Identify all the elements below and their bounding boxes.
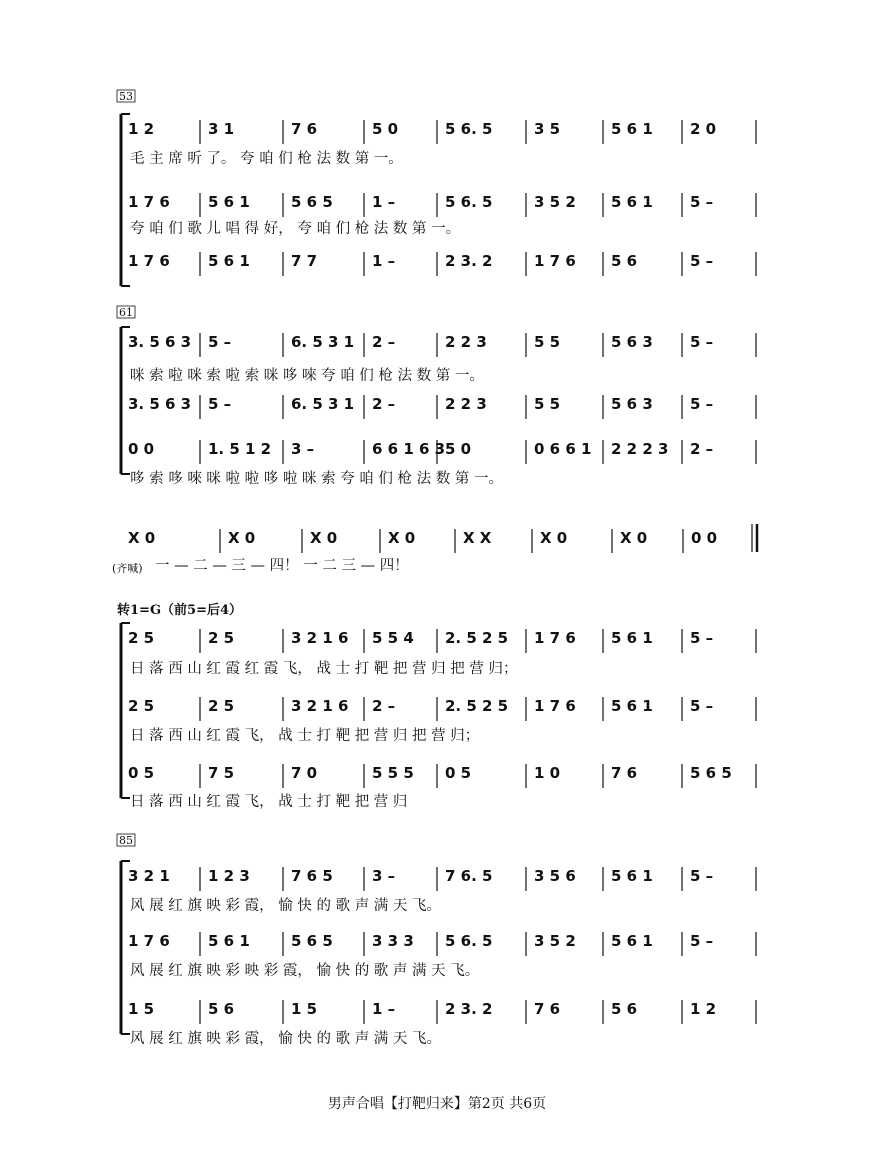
note-measure: X 0: [310, 529, 338, 547]
note-measure: 3 5 2: [534, 193, 576, 211]
shout-label: (齐喊): [112, 562, 143, 575]
lyric-line: 一 — 二 — 三 — 四！ 一 二 三 — 四！: [155, 558, 409, 574]
note-measure: 5 6. 5: [445, 193, 493, 211]
note-measure: 2 –: [372, 697, 396, 715]
lyric-line: 日 落 西 山 红 霞 红 霞 飞， 战 士 打 靶 把 营 归 把 营 归；: [130, 661, 518, 677]
note-measure: X 0: [388, 529, 416, 547]
note-measure: 1 7 6: [128, 193, 170, 211]
note-measure: 2 3. 2: [445, 252, 493, 270]
note-measure: 5 6 1: [208, 932, 250, 950]
note-measure: 3 5 6: [534, 867, 576, 885]
note-measure: 5 6 5: [291, 193, 333, 211]
note-measure: 5 6 1: [611, 629, 653, 647]
note-measure: 5 –: [690, 697, 714, 715]
measure-number: 85: [119, 834, 133, 847]
note-measure: X 0: [228, 529, 256, 547]
lyric-line: 毛 主 席 听 了。 夸 咱 们 枪 法 数 第 一。: [130, 151, 403, 167]
note-measure: 1 7 6: [534, 252, 576, 270]
lyric-line: 咪 索 啦 咪 索 啦 索 咪 哆 唻 夸 咱 们 枪 法 数 第 一。: [130, 368, 484, 384]
note-measure: 1 7 6: [534, 629, 576, 647]
note-measure: 7 6 5: [291, 867, 333, 885]
note-measure: 5 6 1: [611, 120, 653, 138]
note-measure: 0 0: [691, 529, 718, 547]
note-measure: 3. 5 6 3: [128, 333, 192, 351]
note-measure: X 0: [540, 529, 568, 547]
note-measure: 1 –: [372, 252, 396, 270]
note-measure: 2 –: [372, 333, 396, 351]
note-measure: 1. 5 1 2: [208, 440, 272, 458]
note-measure: 7 0: [291, 764, 318, 782]
note-measure: X 0: [620, 529, 648, 547]
note-measure: X X: [463, 529, 492, 547]
note-measure: 5 6 1: [611, 697, 653, 715]
note-measure: 2. 5 2 5: [445, 697, 509, 715]
note-measure: 1 7 6: [128, 932, 170, 950]
note-measure: 3 5: [534, 120, 561, 138]
note-measure: 5 –: [690, 395, 714, 413]
note-measure: 7 7: [291, 252, 318, 270]
note-measure: 1 5: [128, 1000, 155, 1018]
note-measure: 5 6. 5: [445, 120, 493, 138]
note-measure: 3 –: [372, 867, 396, 885]
note-measure: 5 –: [690, 629, 714, 647]
note-measure: 3 3 3: [372, 932, 414, 950]
note-measure: 2 2 2 3: [611, 440, 669, 458]
note-measure: 5 5: [534, 333, 561, 351]
note-measure: 3 1: [208, 120, 235, 138]
note-measure: X 0: [128, 529, 156, 547]
note-measure: 5 6. 5: [445, 932, 493, 950]
note-measure: 2 2 3: [445, 333, 487, 351]
note-measure: 5 0: [445, 440, 472, 458]
note-measure: 5 5: [534, 395, 561, 413]
note-measure: 5 5 4: [372, 629, 414, 647]
note-measure: 5 6: [611, 1000, 638, 1018]
note-measure: 5 6 3: [611, 395, 653, 413]
note-measure: 2 5: [128, 629, 155, 647]
lyric-line: 风 展 红 旗 映 彩 映 彩 霞， 愉 快 的 歌 声 满 天 飞。: [130, 963, 480, 979]
note-measure: 5 6: [611, 252, 638, 270]
note-measure: 5 6 5: [690, 764, 732, 782]
note-measure: 1 2 3: [208, 867, 250, 885]
note-measure: 3 2 1 6: [291, 697, 349, 715]
key-change-label: 转1=G（前5=后4）: [117, 603, 243, 618]
note-measure: 7 5: [208, 764, 235, 782]
note-measure: 5 6 1: [208, 193, 250, 211]
note-measure: 0 6 6 1: [534, 440, 592, 458]
note-measure: 1 2: [128, 120, 155, 138]
note-measure: 5 –: [208, 395, 232, 413]
note-measure: 5 –: [690, 193, 714, 211]
note-measure: 5 6 1: [611, 932, 653, 950]
note-measure: 5 –: [690, 333, 714, 351]
note-measure: 3 5 2: [534, 932, 576, 950]
note-measure: 3 2 1: [128, 867, 170, 885]
note-measure: 7 6: [291, 120, 318, 138]
note-measure: 2 5: [128, 697, 155, 715]
note-measure: 5 6 3: [611, 333, 653, 351]
note-measure: 0 5: [128, 764, 155, 782]
note-measure: 5 6 5: [291, 932, 333, 950]
measure-number: 61: [119, 306, 133, 319]
note-measure: 5 0: [372, 120, 399, 138]
note-measure: 6. 5 3 1: [291, 395, 355, 413]
lyric-line: 日 落 西 山 红 霞 飞， 战 士 打 靶 把 营 归 把 营 归；: [130, 728, 480, 744]
note-measure: 7 6: [611, 764, 638, 782]
note-measure: 6 6 1 6 3: [372, 440, 446, 458]
note-measure: 5 6 1: [611, 867, 653, 885]
note-measure: 1 7 6: [534, 697, 576, 715]
note-measure: 0 5: [445, 764, 472, 782]
measure-number: 53: [119, 90, 133, 103]
note-measure: 2 3. 2: [445, 1000, 493, 1018]
lyric-line: 日 落 西 山 红 霞 飞， 战 士 打 靶 把 营 归: [130, 794, 408, 810]
lyric-line: 风 展 红 旗 映 彩 霞， 愉 快 的 歌 声 满 天 飞。: [130, 898, 442, 914]
note-measure: 2 2 3: [445, 395, 487, 413]
note-measure: 3 2 1 6: [291, 629, 349, 647]
lyric-line: 哆 索 哆 唻 咪 啦 啦 哆 啦 咪 索 夸 咱 们 枪 法 数 第 一。: [130, 471, 503, 487]
lyric-line: 夸 咱 们 歌 儿 唱 得 好， 夸 咱 们 枪 法 数 第 一。: [130, 221, 461, 237]
note-measure: 5 6: [208, 1000, 235, 1018]
note-measure: 5 –: [690, 867, 714, 885]
note-measure: 3 –: [291, 440, 315, 458]
note-measure: 5 –: [690, 932, 714, 950]
note-measure: 6. 5 3 1: [291, 333, 355, 351]
note-measure: 2 5: [208, 629, 235, 647]
note-measure: 2 –: [372, 395, 396, 413]
note-measure: 5 5 5: [372, 764, 414, 782]
note-measure: 1 –: [372, 1000, 396, 1018]
page-footer: 男声合唱【打靶归来】第2页 共6页: [327, 1096, 547, 1112]
note-measure: 3. 5 6 3: [128, 395, 192, 413]
lyric-line: 风 展 红 旗 映 彩 霞， 愉 快 的 歌 声 满 天 飞。: [130, 1031, 442, 1047]
note-measure: 5 6 1: [611, 193, 653, 211]
note-measure: 1 0: [534, 764, 561, 782]
note-measure: 2 0: [690, 120, 717, 138]
note-measure: 2 –: [690, 440, 714, 458]
note-measure: 5 6 1: [208, 252, 250, 270]
note-measure: 5 –: [690, 252, 714, 270]
note-measure: 2. 5 2 5: [445, 629, 509, 647]
note-measure: 1 5: [291, 1000, 318, 1018]
note-measure: 1 –: [372, 193, 396, 211]
note-measure: 7 6: [534, 1000, 561, 1018]
note-measure: 1 7 6: [128, 252, 170, 270]
note-measure: 2 5: [208, 697, 235, 715]
note-measure: 5 –: [208, 333, 232, 351]
note-measure: 7 6. 5: [445, 867, 493, 885]
note-measure: 1 2: [690, 1000, 717, 1018]
note-measure: 0 0: [128, 440, 155, 458]
